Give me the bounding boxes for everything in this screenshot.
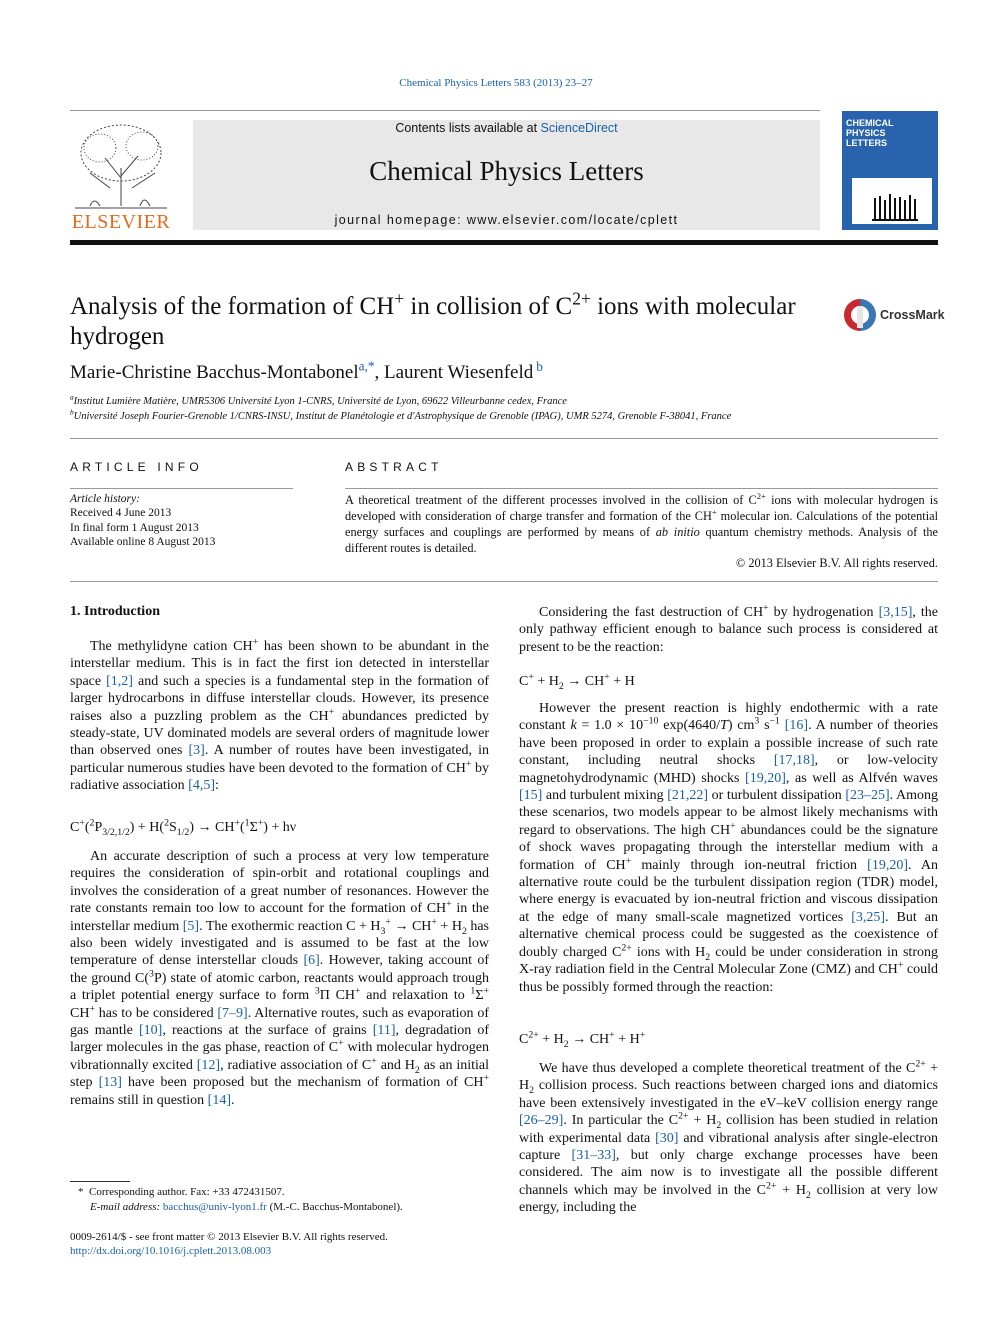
crossmark-icon[interactable]	[842, 296, 878, 336]
article-info-heading: ARTICLE INFO	[70, 460, 203, 474]
author-affil-mark[interactable]: b	[536, 358, 543, 374]
footnote-email	[90, 1201, 403, 1213]
header-thick-rule	[70, 240, 938, 245]
issn-line: 0009-2614/$ - see front matter © 2013 Elsevier B.V. All rights reserved.	[70, 1231, 388, 1243]
final-form-date: In final form 1 August 2013	[70, 521, 199, 534]
header-rule	[70, 110, 820, 111]
affiliation-b	[70, 407, 732, 422]
corresponding-text: Corresponding author. Fax: +33 472431507.	[89, 1186, 285, 1198]
intro-paragraph-2: An accurate description of such a process at very low temperature requires the consideration of spin-orbit and rotational couplings and involves the consideration of a great number of resonances. However the rate constants remain too low to account for the formation of CH+ in the interstellar medium [5]. The exothermic reaction $C + H_3^+ \to CH^+ + H_2$ has also been widely investigated and is assumed to be fast at the low temperature of dense interstellar clouds [6]. However, taking account of the ground C($^3$P) state of atomic carbon, reactants would approach trough a triplet potential energy surface to form $^3$Π CH+ and relaxation to $^1$Σ+ CH+ has to be considered [7–9]. Alternative routes, such as evaporation of gas mantle [10], reactions at the surface of grains [11], degradation of larger molecules in the gas phase, reaction of C+ with molecular hydrogen vibrationnally excited [12], radiative association of C+ and $H_2$ as an initial step [13] have been proposed but the mechanism of formation of CH+ remains still in question [14].	[70, 849, 490, 1108]
title-part: hydrogen	[70, 323, 165, 350]
article-history	[70, 492, 215, 549]
equation-hydrogenation: $C^+ + H_2 \to CH^+ + H$	[519, 671, 635, 692]
author-list: Marie-Christine Bacchus-Montabonel$^{a,*}$, Laurent Wiesenfeld $^b$	[70, 358, 543, 383]
cover-graphic	[852, 178, 932, 224]
cover-line: LETTERS	[846, 138, 888, 148]
title-sup: +	[394, 288, 405, 309]
cover-title	[846, 118, 936, 148]
author-name: Marie-Christine Bacchus-Montabonel	[70, 362, 359, 383]
abstract-copyright: © 2013 Elsevier B.V. All rights reserved.	[735, 556, 938, 570]
abstract-heading: ABSTRACT	[345, 460, 443, 474]
info-rule	[70, 488, 293, 489]
journal-name: Chemical Physics Letters	[369, 156, 644, 186]
author-name: Laurent Wiesenfeld	[384, 362, 534, 383]
intro-paragraph-5: We have thus developed a complete theoretical treatment of the $C^{2+} + H_2$ collision process. Such reactions between charged ions and diatomics have been extensively investigated in the eV–keV collision energy range [26–29]. In particular the $C^{2+} + H_2$ collision has been studied in relation with experimental data [30] and vibrational analysis after single-electron capture [31–33], but only charge exchange processes have been considered. The aim now is to investigate all the possible different channels which may be involved in the $C^{2+} + H_2$ collision at very low energy, including the	[519, 1058, 938, 1216]
contents-line	[193, 121, 820, 135]
crossmark-label[interactable]: CrossMark	[880, 308, 945, 322]
history-label: Article history:	[70, 493, 140, 505]
equation-doubly-charged: $C^{2+} + H_2 \to CH^+ + H^+$	[519, 1029, 646, 1050]
cover-line: CHEMICAL	[846, 118, 894, 128]
abstract-bottom-rule	[70, 581, 938, 582]
affil-mark: a	[70, 392, 74, 402]
title-part: in collision of C	[404, 293, 573, 320]
title-sup: 2+	[572, 288, 591, 309]
affil-text: Institut Lumière Matière, UMR5306 Université Lyon 1-CNRS, Université de Lyon, 69622 Villeurbanne cedex, France	[73, 396, 567, 407]
received-date: Received 4 June 2013	[70, 507, 172, 520]
abstract-text: A theoretical treatment of the different processes involved in the collision of $C^{2+}$ ions with molecular hydrogen is developed with consideration of charge transfer and formation of the CH+ molecular ion. Calculations of the potential energy surfaces and couplings are performed by means of ab initio quantum chemistry methods. Analysis of the different routes is detailed.	[345, 490, 938, 555]
article-title	[70, 288, 830, 352]
journal-homepage[interactable]: journal homepage: www.elsevier.com/locate/cplett	[334, 213, 679, 227]
affiliation-a	[70, 392, 567, 407]
footnote-corresponding: * Corresponding author. Fax: +33 472431507.	[78, 1186, 285, 1198]
section-heading-introduction: 1. Introduction	[70, 604, 160, 619]
footnote-rule	[70, 1181, 130, 1182]
affil-text: Université Joseph Fourier-Grenoble 1/CNRS-INSU, Institut de Planétologie et d'Astrophysique de Grenoble (IPAG), UMR 5274, Grenoble F-38041, France	[73, 411, 732, 422]
title-part: Analysis of the formation of CH	[70, 293, 395, 320]
affil-mark: b	[70, 407, 74, 417]
email-label: E-mail address:	[90, 1201, 161, 1213]
contents-prefix: Contents lists available at	[395, 121, 541, 135]
section-rule	[70, 438, 938, 439]
online-date: Available online 8 August 2013	[70, 535, 216, 548]
equation-radiative-association: $C^+(^2P_{3/2,1/2}) + H(^2S_{1/2}) \to CH^+(^1\Sigma^+) + h\nu$	[70, 817, 297, 838]
intro-paragraph-3: Considering the fast destruction of CH+ by hydrogenation [3,15], the only pathway efficient enough to balance such process is considered at present to be the reaction:	[519, 602, 939, 655]
abstract-rule	[345, 488, 938, 489]
journal-reference[interactable]: Chemical Physics Letters 583 (2013) 23–27	[399, 77, 593, 89]
title-part: ions with molecular	[590, 293, 796, 320]
cover-line: PHYSICS	[846, 128, 886, 138]
intro-paragraph-1: The methylidyne cation CH+ has been shown to be abundant in the interstellar medium. This is in fact the first ion detected in interstellar space [1,2] and such a species is a fundamental step in the formation of larger hydrocarbons in diffuse interstellar clouds. However, its presence raises also a puzzling problem as the CH+ abundances predicted by steady-state, UV dominated models are several orders of magnitude lower than observed ones [3]. A number of routes have been investigated, in particular numerous studies have been devoted to the formation of CH+ by radiative association [4,5]:	[70, 636, 490, 794]
email-link[interactable]: bacchus@univ-lyon1.fr	[162, 1201, 267, 1213]
author-affil-mark[interactable]: a,*	[358, 358, 375, 374]
email-name: (M.-C. Bacchus-Montabonel).	[269, 1201, 403, 1213]
elsevier-wordmark: ELSEVIER	[71, 211, 171, 233]
intro-paragraph-4: However the present reaction is highly endothermic with a rate constant $k = 1.0 \times 10^{-10}$ exp(4640/T) $cm^3$ $s^{-1}$ [16]. A number of theories have been proposed in order to explain a possible increase of such rate constant, including neutral shocks [17,18], or low-velocity magnetohydrodynamic (MHD) shocks [19,20], as well as Alfvén waves [15] and turbulent mixing [21,22] or turbulent dissipation [23–25]. Among these scenarios, two models appear to be almost likely mechanisms with regard to observations. The high CH+ abundances could be the signature of shock waves propagating through the interstellar medium with a formation of CH+ mainly through ion-neutral friction [19,20]. An alternative route could be the turbulent dissipation region (TDR) model, where energy is evacuated by ion-neutral friction and viscous dissipation at the edge of many small-scale magnetized vortices [3,25]. But an alternative chemical process could be suggested as the coexistence of doubly charged $C^{2+}$ ions with $H_2$ could be under consideration in strong X-ray radiation field in the Central Molecular Zone (CMZ) and CH+ could thus be possibly formed through the reaction:	[519, 701, 939, 995]
sciencedirect-link[interactable]: ScienceDirect	[540, 121, 618, 135]
doi-link[interactable]: http://dx.doi.org/10.1016/j.cplett.2013.08.003	[70, 1245, 272, 1257]
